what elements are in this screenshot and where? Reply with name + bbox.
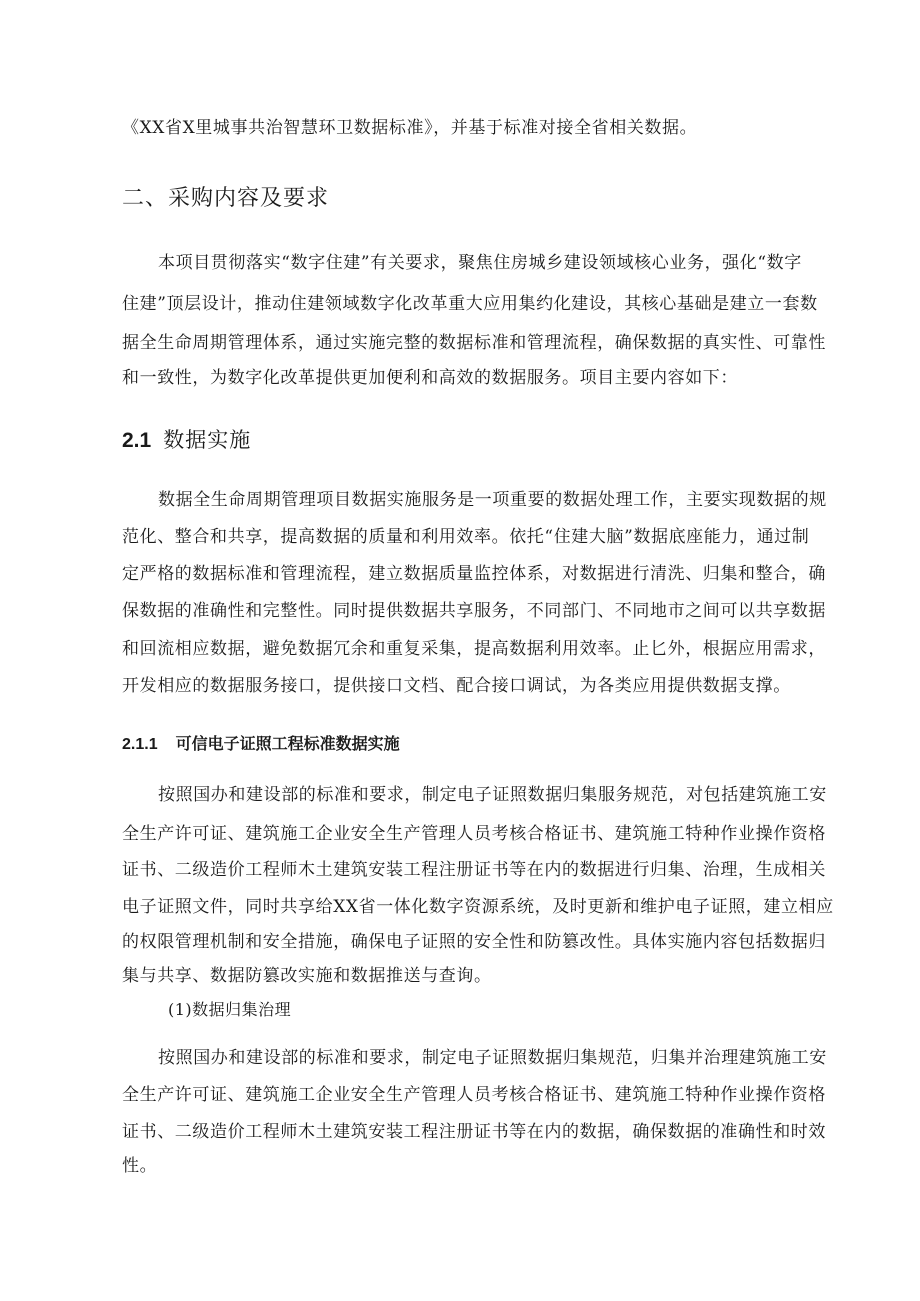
- section21-para-line-6: 开发相应的数据服务接口，提供接口文档、配合接口调试，为各类应用提供数据支撑。: [122, 676, 791, 696]
- sub-item-title-1: (1)数据归集治理: [168, 1000, 292, 1019]
- sub1-para-line-3: 证书、二级造价工程师木土建筑安装工程注册证书等在内的数据，确保数据的准确性和时效: [122, 1122, 826, 1142]
- section21-para-line-2: 范化、整合和共享，提高数据的质量和利用效率。依托“住建大脑”数据底座能力，通过制: [122, 527, 810, 547]
- section211-para-line-6: 集与共享、数据防篡改实施和数据推送与查询。: [122, 966, 492, 986]
- section-heading-2: 二、采购内容及要求: [122, 186, 330, 211]
- sub1-para-line-1: 按照国办和建设部的标准和要求，制定电子证照数据归集规范，归集并治理建筑施工安: [158, 1048, 827, 1068]
- section-heading-2-1: [122, 425, 251, 456]
- section2-para-line-4: 和一致性，为数字化改革提供更加便利和高效的数据服务。项目主要内容如下：: [122, 368, 738, 388]
- section21-para-line-5: 和回流相应数据，避免数据冗余和重复采集，提高数据利用效率。止匕外，根据应用需求，: [122, 639, 826, 659]
- section211-para-line-5: 的权限管理机制和安全措施，确保电子证照的安全性和防篡改性。具体实施内容包括数据归: [122, 932, 826, 952]
- sub1-para-line-4: 性。: [122, 1156, 158, 1176]
- section-heading-2-1-1: [122, 733, 400, 757]
- subsection-title: 可信电子证照工程标准数据实施: [175, 736, 400, 753]
- section21-para-line-1: 数据全生命周期管理项目数据实施服务是一项重要的数据处理工作，主要实现数据的规: [158, 490, 827, 510]
- section21-para-line-3: 定严格的数据标准和管理流程，建立数据质量监控体系，对数据进行清洗、归集和整合，确: [122, 564, 826, 584]
- section211-para-line-3: 证书、二级造价工程师木土建筑安装工程注册证书等在内的数据进行归集、治理，生成相关: [122, 860, 826, 880]
- section2-para-line-3: 据全生命周期管理体系，通过实施完整的数据标准和管理流程，确保数据的真实性、可靠性: [122, 333, 826, 353]
- subsection-number: 2.1.1: [122, 736, 158, 753]
- section211-para-line-2: 全生产许可证、建筑施工企业安全生产管理人员考核合格证书、建筑施工特种作业操作资格: [122, 824, 826, 844]
- section21-para-line-4: 保数据的准确性和完整性。同时提供数据共享服务，不同部门、不同地市之间可以共享数据: [122, 601, 826, 621]
- section211-para-line-1: 按照国办和建设部的标准和要求，制定电子证照数据归集服务规范，对包括建筑施工安: [158, 785, 827, 805]
- section-title: 数据实施: [163, 428, 252, 452]
- intro-line: 《XX省X里城事共治智慧环卫数据标准》，并基于标准对接全省相关数据。: [122, 118, 698, 138]
- section2-para-line-1: 本项目贯彻落实“数字住建”有关要求，聚焦住房城乡建设领域核心业务，强化“数字: [158, 253, 802, 273]
- sub1-para-line-2: 全生产许可证、建筑施工企业安全生产管理人员考核合格证书、建筑施工特种作业操作资格: [122, 1085, 826, 1105]
- section-number: 2.1: [122, 429, 152, 452]
- section211-para-line-4: 电子证照文件，同时共享给XX省一体化数字资源系统，及时更新和维护电子证照，建立相应: [122, 897, 834, 917]
- section2-para-line-2: 住建”顶层设计，推动住建领域数字化改革重大应用集约化建设，其核心基础是建立一套数: [122, 294, 818, 314]
